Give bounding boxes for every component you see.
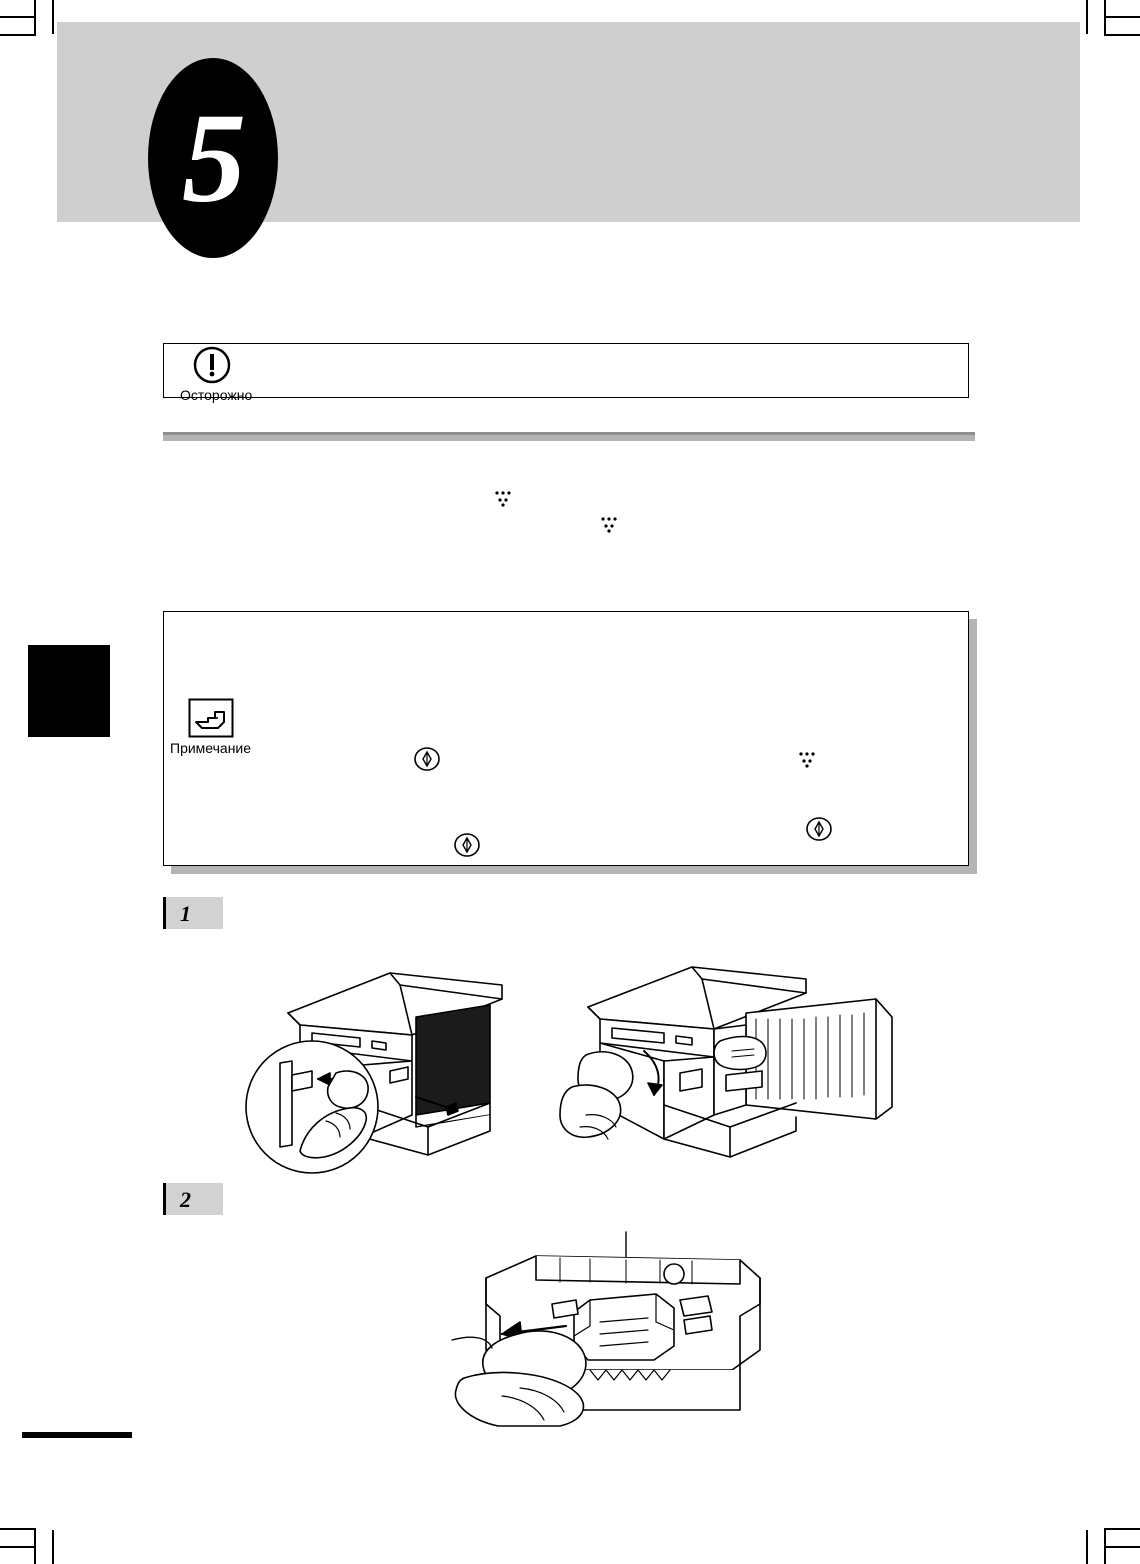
step-number-1: 1: [180, 901, 191, 926]
caution-box: [163, 343, 969, 398]
page-footer-rule: [22, 1432, 132, 1438]
crop-mark-bottom-right-h2: [1104, 1546, 1140, 1548]
crop-mark-top-left-h: [0, 34, 36, 36]
three-dot-triangle-icon-2: [598, 515, 620, 533]
chapter-number-text: 5: [182, 87, 244, 229]
diamond-key-icon-3: [453, 831, 481, 859]
three-dot-triangle-icon-3: [796, 750, 818, 768]
crop-mark-top-right-h2: [1104, 16, 1140, 18]
figure-remove-fuser-unit: [440, 1230, 820, 1430]
crop-mark-top-right-h: [1104, 34, 1140, 36]
pointing-hand-icon: [188, 698, 234, 738]
note-box: [163, 611, 969, 866]
crop-mark-top-right-v: [1086, 0, 1088, 34]
section-divider-rule-top: [163, 432, 975, 435]
crop-mark-bottom-right-v: [1086, 1530, 1088, 1564]
note-label: Примечание: [170, 740, 252, 756]
crop-mark-top-left-h2: [0, 16, 36, 18]
exclamation-circle-icon: [192, 345, 232, 385]
caution-label: Осторожно: [180, 387, 253, 403]
step-marker-2: [163, 1183, 223, 1215]
figure-open-rear-cover: [240, 955, 960, 1180]
three-dot-triangle-icon-1: [492, 489, 514, 507]
step-number-2: 2: [180, 1187, 191, 1212]
chapter-side-tab: [28, 645, 110, 737]
crop-mark-top-left-v2: [52, 0, 54, 34]
crop-mark-bottom-left-v2: [52, 1530, 54, 1564]
diamond-key-icon-2: [805, 815, 833, 843]
crop-mark-bottom-left-h: [0, 1528, 36, 1530]
diamond-key-icon-1: [413, 745, 441, 773]
crop-mark-bottom-left-h2: [0, 1546, 36, 1548]
step-marker-1: [163, 897, 223, 929]
crop-mark-bottom-right-h: [1104, 1528, 1140, 1530]
